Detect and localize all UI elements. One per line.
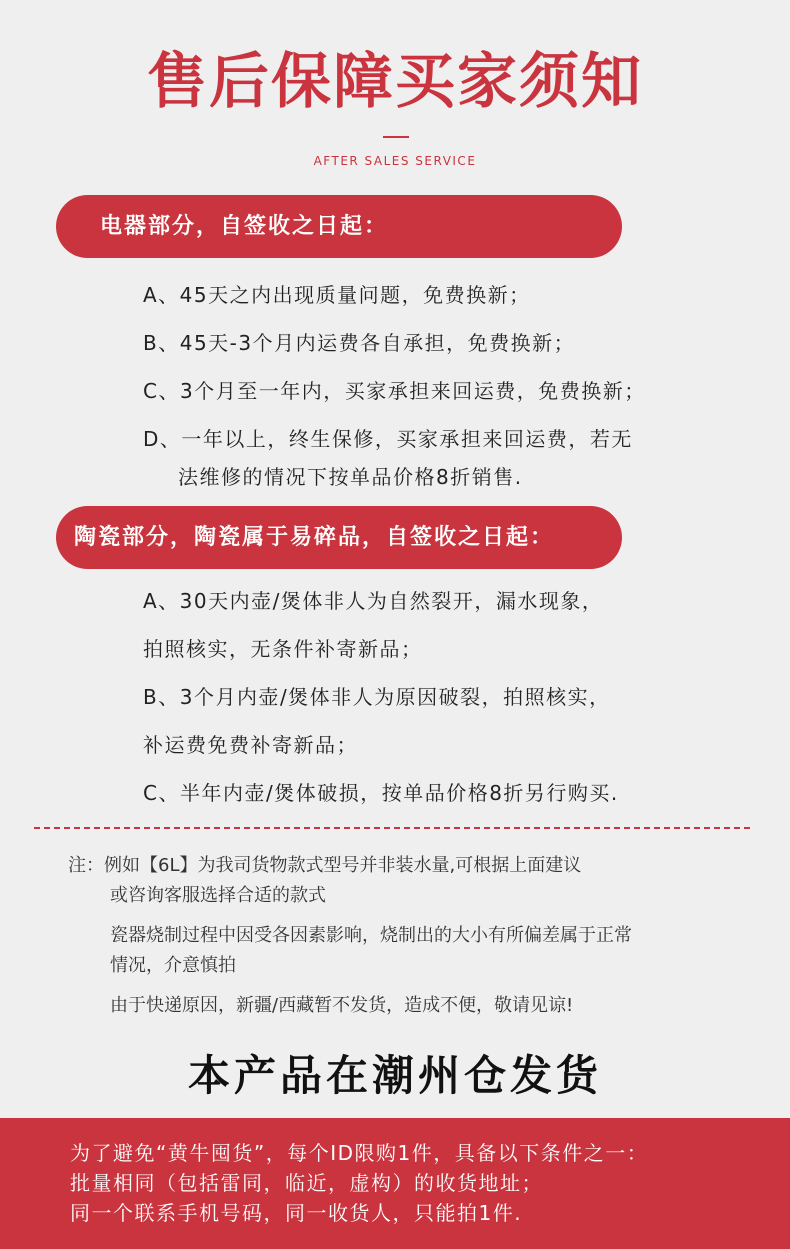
ceramic-item-b-cont: 补运费免费补寄新品； — [143, 733, 358, 757]
note-line-5: 由于快递原因，新疆/西藏暂不发货，造成不便，敬请见谅! — [110, 995, 574, 1016]
electrical-heading: 电器部分，自签收之日起： — [56, 195, 622, 258]
ceramic-item-c: C、半年内壶/煲体破损，按单品价格8折另行购买. — [143, 781, 619, 805]
ceramic-item-b: B、3个月内壶/煲体非人为原因破裂，拍照核实， — [143, 685, 611, 709]
restriction-line-3: 同一个联系手机号码，同一收货人，只能拍1件. — [70, 1201, 523, 1225]
note-line-3: 瓷器烧制过程中因受各因素影响，烧制出的大小有所偏差属于正常 — [110, 925, 632, 946]
note-line-1: 注：例如【6L】为我司货物款式型号并非装水量,可根据上面建议 — [68, 855, 582, 876]
title-divider — [383, 136, 409, 138]
warehouse-notice: 本产品在潮州仓发货 — [187, 1051, 602, 1100]
restriction-banner — [0, 1118, 790, 1249]
restriction-line-2: 批量相同（包括雷同，临近，虚构）的收货地址； — [70, 1171, 543, 1195]
page-subtitle: AFTER SALES SERVICE — [313, 154, 477, 168]
electrical-item-d-cont: 法维修的情况下按单品价格8折销售. — [178, 465, 523, 489]
ceramic-item-a-cont: 拍照核实，无条件补寄新品； — [143, 637, 423, 661]
electrical-item-a: A、45天之内出现质量问题，免费换新； — [143, 283, 531, 307]
restriction-line-1: 为了避免“黄牛囤货”，每个ID限购1件，具备以下条件之一： — [70, 1141, 649, 1165]
electrical-item-c: C、3个月至一年内，买家承担来回运费，免费换新； — [143, 379, 646, 403]
ceramic-heading: 陶瓷部分，陶瓷属于易碎品，自签收之日起： — [56, 506, 622, 569]
note-line-2: 或咨询客服选择合适的款式 — [110, 885, 326, 906]
page-title: 售后保障买家须知 — [147, 47, 643, 117]
ceramic-item-a: A、30天内壶/煲体非人为自然裂开，漏水现象， — [143, 589, 604, 613]
electrical-item-b: B、45天-3个月内运费各自承担，免费换新； — [143, 331, 576, 355]
dashed-divider — [34, 827, 750, 829]
note-line-4: 情况，介意慎拍 — [110, 955, 236, 976]
electrical-item-d: D、一年以上，终生保修，买家承担来回运费，若无 — [143, 427, 633, 451]
